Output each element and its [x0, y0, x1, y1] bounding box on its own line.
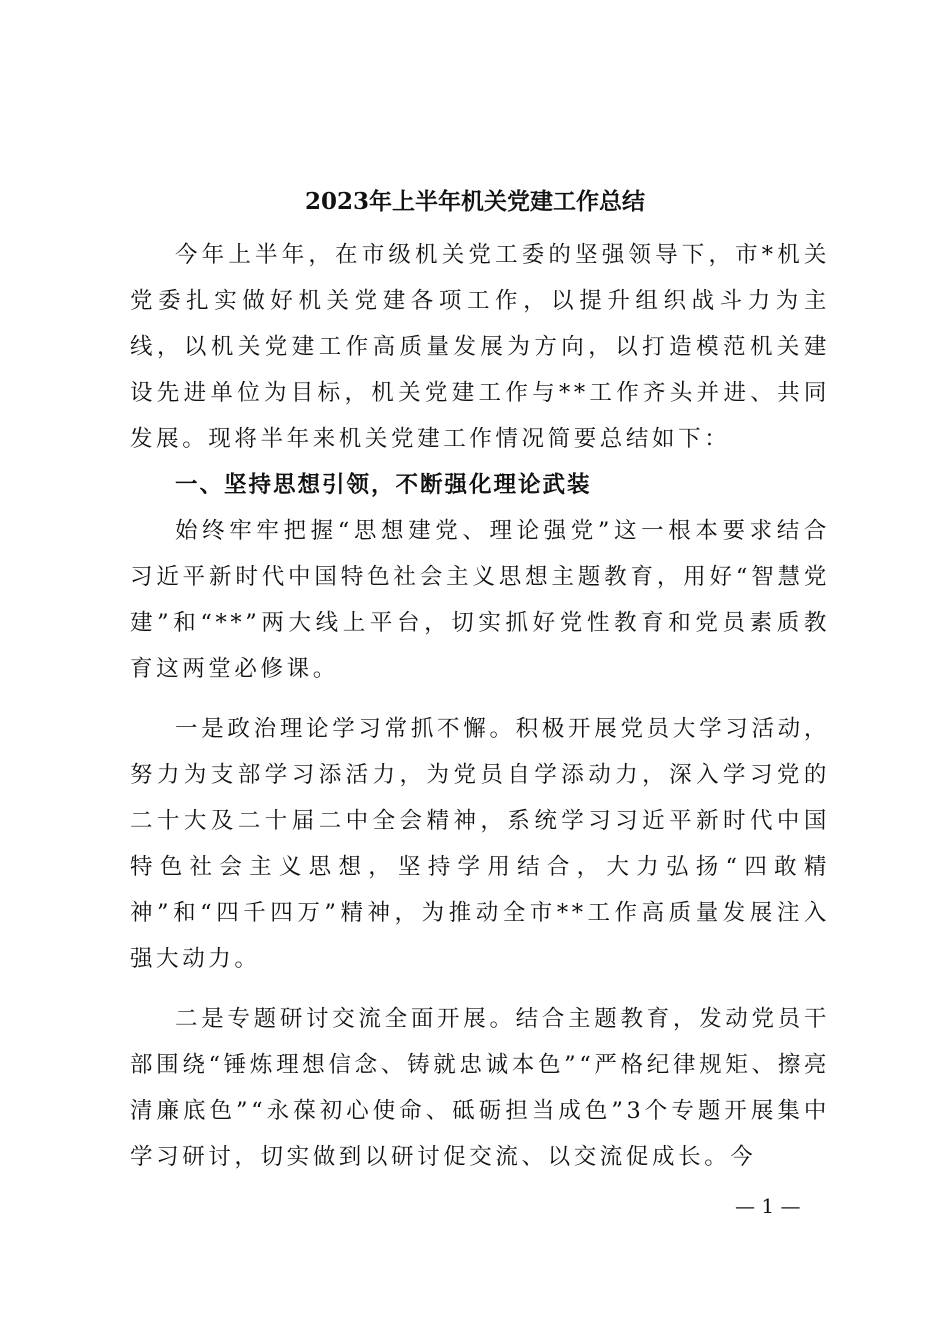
document-title: 2023年上半年机关党建工作总结 [304, 188, 645, 215]
section-intro-paragraph: 始终牢牢把握“思想建党、理论强党”这一根本要求结合习近平新时代中国特色社会主义思想主题教育，用好“智慧党建”和“**”两大线上平台，切实抓好党性教育和党员素质教育这两堂必修课。 [130, 518, 830, 682]
document-body [130, 232, 830, 1180]
page-number: — 1 — [735, 1194, 801, 1218]
intro-paragraph: 今年上半年，在市级机关党工委的坚强领导下，市*机关党委扎实做好机关党建各项工作，以提升组织战斗力为主线，以机关党建工作高质量发展为方向，以打造模范机关建设先进单位为目标，机关党建工作与**工作齐头并进、共同发展。现将半年来机关党建工作情况简要总结如下： [130, 242, 830, 452]
point-one-paragraph: 一是政治理论学习常抓不懈。积极开展党员大学习活动，努力为支部学习添活力，为党员自学添动力，深入学习党的二十大及二十届二中全会精神，系统学习习近平新时代中国特色社会主义思想，坚持学用结合，大力弘扬“四敢精神”和“四千四万”精神，为推动全市**工作高质量发展注入强大动力。 [130, 716, 830, 972]
section-heading: 一、坚持思想引领，不断强化理论武装 [175, 472, 592, 498]
point-two-paragraph: 二是专题研讨交流全面开展。结合主题教育，发动党员干部围绕“锤炼理想信念、铸就忠诚本色”“严格纪律规矩、擦亮清廉底色”“永葆初心使命、砥砺担当成色”3个专题开展集中学习研讨，切实做到以研讨促交流、以交流促成长。今 [130, 1006, 830, 1170]
